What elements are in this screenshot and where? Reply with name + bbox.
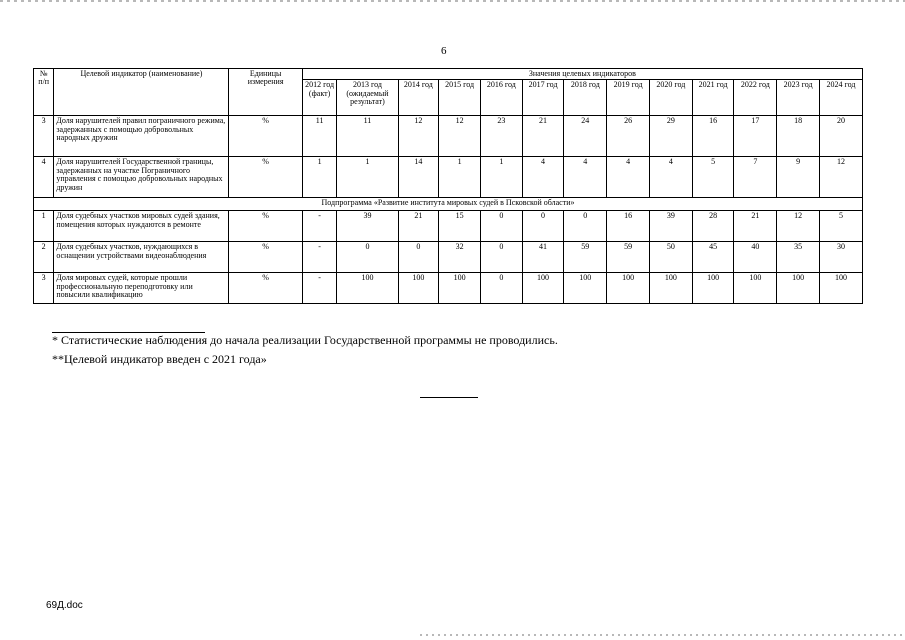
row-num: 2 bbox=[34, 242, 54, 273]
row-value: 26 bbox=[607, 116, 650, 157]
row-value: 59 bbox=[607, 242, 650, 273]
row-value: 100 bbox=[819, 273, 862, 304]
row-value: - bbox=[302, 242, 337, 273]
row-indicator-name: Доля нарушителей правил пограничного режима, задержанных с помощью добровольных народных дружин bbox=[54, 116, 229, 157]
end-rule bbox=[420, 397, 478, 398]
row-num: 1 bbox=[34, 211, 54, 242]
row-value: 100 bbox=[692, 273, 734, 304]
row-value: 4 bbox=[649, 157, 692, 198]
year-2017: 2017 год bbox=[522, 80, 564, 116]
year-2020: 2020 год bbox=[649, 80, 692, 116]
year-2022: 2022 год bbox=[734, 80, 777, 116]
row-value: 15 bbox=[439, 211, 481, 242]
row-value: - bbox=[302, 211, 337, 242]
row-value: 12 bbox=[439, 116, 481, 157]
row-value: 11 bbox=[302, 116, 337, 157]
row-value: 0 bbox=[522, 211, 564, 242]
row-value: 0 bbox=[480, 242, 522, 273]
row-value: 30 bbox=[819, 242, 862, 273]
row-value: 0 bbox=[564, 211, 607, 242]
row-value: 100 bbox=[439, 273, 481, 304]
row-unit: % bbox=[229, 273, 302, 304]
row-value: 45 bbox=[692, 242, 734, 273]
document-id: 69Д.doc bbox=[46, 600, 83, 611]
row-value: 0 bbox=[337, 242, 398, 273]
row-value: - bbox=[302, 273, 337, 304]
year-2014: 2014 год bbox=[398, 80, 439, 116]
table-row bbox=[34, 157, 863, 198]
row-value: 1 bbox=[302, 157, 337, 198]
row-indicator-name: Доля судебных участков, нуждающихся в оснащении устройствами видеонаблюдения bbox=[54, 242, 229, 273]
year-2016: 2016 год bbox=[480, 80, 522, 116]
footnote-1: * Статистические наблюдения до начала реализации Государственной программы не проводились. bbox=[52, 333, 558, 347]
header-units: Единицы измерения bbox=[229, 69, 302, 116]
year-2015: 2015 год bbox=[439, 80, 481, 116]
row-unit: % bbox=[229, 211, 302, 242]
row-value: 5 bbox=[819, 211, 862, 242]
table-row bbox=[34, 211, 863, 242]
year-2013: 2013 год (ожидаемый результат) bbox=[337, 80, 398, 116]
scan-edge-top bbox=[0, 0, 905, 2]
row-value: 100 bbox=[649, 273, 692, 304]
row-indicator-name: Доля судебных участков мировых судей здания, помещения которых нуждаются в ремонте bbox=[54, 211, 229, 242]
row-value: 50 bbox=[649, 242, 692, 273]
row-value: 39 bbox=[337, 211, 398, 242]
header-num: № п/п bbox=[34, 69, 54, 116]
header-values-title: Значения целевых индикаторов bbox=[302, 69, 862, 80]
row-value: 100 bbox=[607, 273, 650, 304]
table-row bbox=[34, 116, 863, 157]
header-indicator: Целевой индикатор (наименование) bbox=[54, 69, 229, 116]
row-value: 16 bbox=[607, 211, 650, 242]
row-value: 1 bbox=[337, 157, 398, 198]
year-2019: 2019 год bbox=[607, 80, 650, 116]
row-indicator-name: Доля мировых судей, которые прошли профессиональную переподготовку или повысили квалификацию bbox=[54, 273, 229, 304]
row-value: 12 bbox=[398, 116, 439, 157]
row-value: 0 bbox=[480, 273, 522, 304]
row-value: 32 bbox=[439, 242, 481, 273]
row-value: 59 bbox=[564, 242, 607, 273]
row-value: 4 bbox=[522, 157, 564, 198]
row-value: 29 bbox=[649, 116, 692, 157]
row-value: 100 bbox=[522, 273, 564, 304]
indicators-table bbox=[33, 68, 863, 304]
page-number: 6 bbox=[441, 45, 447, 57]
year-2024: 2024 год bbox=[819, 80, 862, 116]
row-value: 14 bbox=[398, 157, 439, 198]
row-value: 23 bbox=[480, 116, 522, 157]
footnote-2: **Целевой индикатор введен с 2021 года» bbox=[52, 352, 267, 366]
row-value: 28 bbox=[692, 211, 734, 242]
row-value: 40 bbox=[734, 242, 777, 273]
row-unit: % bbox=[229, 242, 302, 273]
row-value: 5 bbox=[692, 157, 734, 198]
year-2023: 2023 год bbox=[777, 80, 820, 116]
row-value: 16 bbox=[692, 116, 734, 157]
row-value: 7 bbox=[734, 157, 777, 198]
row-value: 21 bbox=[398, 211, 439, 242]
row-value: 24 bbox=[564, 116, 607, 157]
subprogram-row bbox=[34, 198, 863, 211]
row-value: 20 bbox=[819, 116, 862, 157]
row-value: 39 bbox=[649, 211, 692, 242]
subprogram-title: Подпрограмма «Развитие института мировых судей в Псковской области» bbox=[34, 198, 863, 211]
row-value: 21 bbox=[734, 211, 777, 242]
year-2012: 2012 год (факт) bbox=[302, 80, 337, 116]
scan-edge-bottom bbox=[420, 634, 905, 636]
row-value: 100 bbox=[337, 273, 398, 304]
row-indicator-name: Доля нарушителей Государственной границы, задержанных на участке Пограничного управления с помощью добровольных народных дружин bbox=[54, 157, 229, 198]
year-2018: 2018 год bbox=[564, 80, 607, 116]
row-value: 9 bbox=[777, 157, 820, 198]
row-num: 3 bbox=[34, 273, 54, 304]
row-value: 100 bbox=[564, 273, 607, 304]
row-value: 4 bbox=[607, 157, 650, 198]
row-num: 4 bbox=[34, 157, 54, 198]
row-value: 41 bbox=[522, 242, 564, 273]
row-value: 35 bbox=[777, 242, 820, 273]
row-value: 1 bbox=[439, 157, 481, 198]
row-value: 100 bbox=[777, 273, 820, 304]
row-unit: % bbox=[229, 157, 302, 198]
row-value: 12 bbox=[819, 157, 862, 198]
table-row bbox=[34, 242, 863, 273]
row-value: 18 bbox=[777, 116, 820, 157]
row-value: 11 bbox=[337, 116, 398, 157]
table-row bbox=[34, 273, 863, 304]
row-value: 100 bbox=[734, 273, 777, 304]
row-value: 0 bbox=[398, 242, 439, 273]
row-value: 0 bbox=[480, 211, 522, 242]
year-2021: 2021 год bbox=[692, 80, 734, 116]
row-value: 21 bbox=[522, 116, 564, 157]
row-value: 4 bbox=[564, 157, 607, 198]
row-value: 100 bbox=[398, 273, 439, 304]
row-value: 12 bbox=[777, 211, 820, 242]
row-value: 17 bbox=[734, 116, 777, 157]
row-num: 3 bbox=[34, 116, 54, 157]
row-unit: % bbox=[229, 116, 302, 157]
row-value: 1 bbox=[480, 157, 522, 198]
